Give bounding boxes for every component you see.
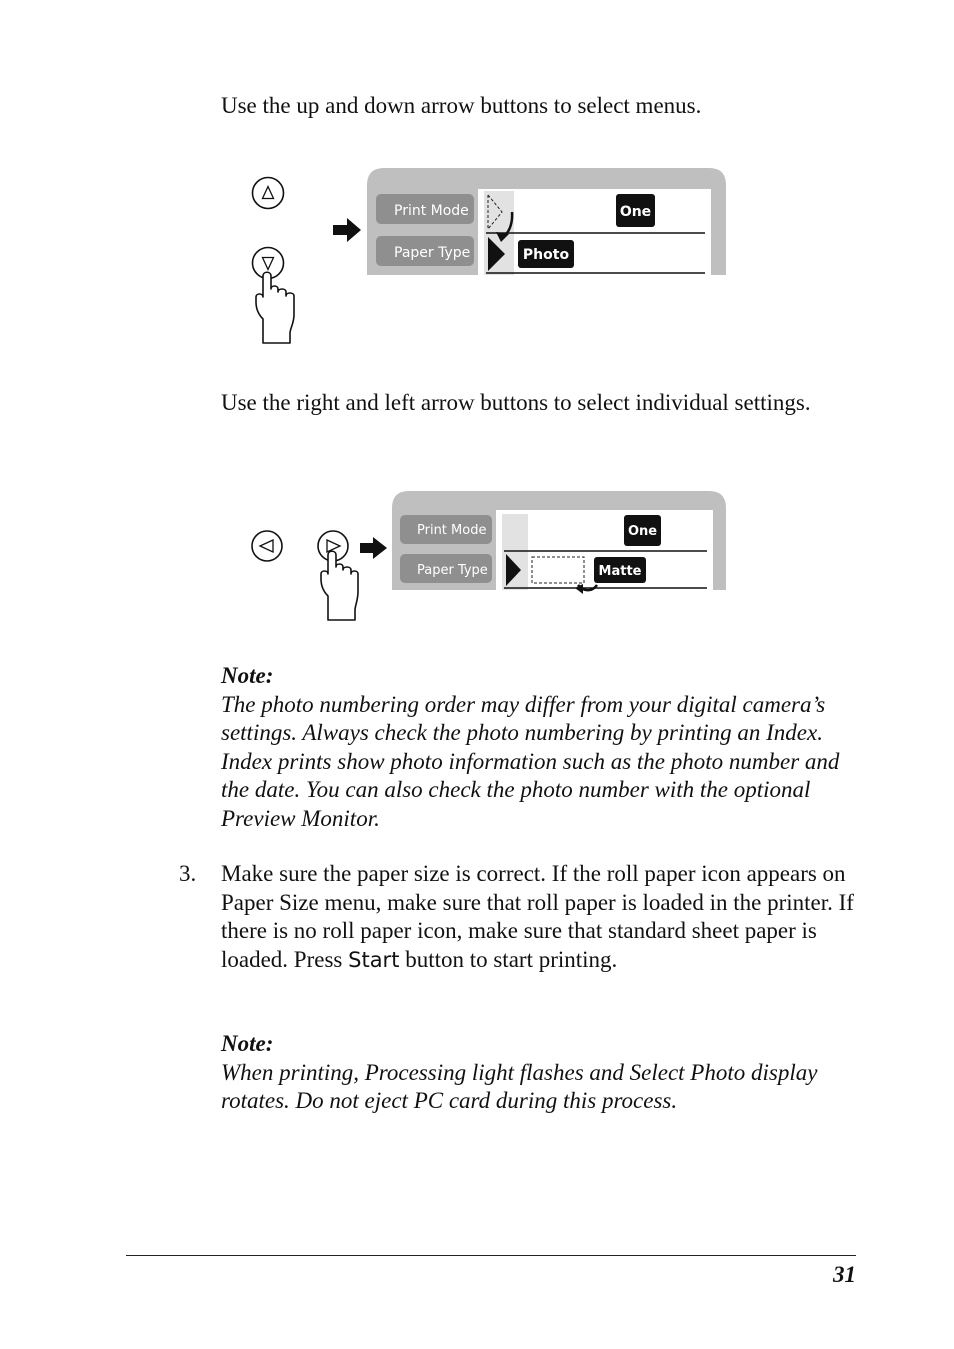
note-body: When printing, Processing light flashes and Select Photo display rotates. Do not eject PC card during this process.: [221, 1059, 818, 1113]
value-photo: Photo: [522, 247, 570, 263]
menu-paper-type: Paper Type: [417, 563, 488, 578]
step-text-before: Make sure the paper size is correct. If the roll paper icon appears on Paper Size menu, make sure that roll paper is loaded in the printer. If there is no roll paper icon, make sure that standard sheet paper is loaded. Press: [221, 861, 854, 972]
step-3-text: [221, 860, 861, 974]
note-1: [221, 662, 861, 833]
left-arrow-button-icon: [252, 531, 282, 561]
up-arrow-button-icon: [253, 178, 284, 209]
pointing-hand-icon: [321, 551, 358, 620]
figure-up-down: [240, 165, 740, 355]
value-one: One: [619, 204, 652, 220]
value-matte: Matte: [598, 564, 642, 579]
pointing-hand-icon: [256, 272, 294, 343]
note-2: [221, 1030, 861, 1116]
black-right-arrow-icon: [333, 218, 361, 242]
lcd-panel: [367, 168, 726, 275]
black-right-arrow-icon: [360, 537, 387, 559]
menu-print-mode: Print Mode: [394, 203, 469, 219]
lcd-panel: [392, 491, 726, 594]
instruction-up-down: Use the up and down arrow buttons to select menus.: [221, 93, 702, 118]
figure-left-right: [240, 488, 740, 633]
note-heading: Note:: [221, 1031, 274, 1056]
note-body: The photo numbering order may differ from your digital camera’s settings. Always check the photo numbering by printing an Index. Index prints show photo information such as the photo number and the date. You can also check the photo number with the optional Preview Monitor.: [221, 691, 840, 831]
note-heading: Note:: [221, 663, 274, 688]
step-number: 3.: [179, 861, 197, 886]
value-one: One: [627, 524, 658, 539]
menu-paper-type: Paper Type: [394, 245, 471, 261]
footer-rule: [126, 1255, 856, 1256]
start-button-label: Start: [348, 947, 400, 972]
step-text-after: button to start printing.: [399, 946, 618, 972]
menu-print-mode: Print Mode: [417, 523, 487, 538]
page-number: 31: [833, 1262, 856, 1287]
instruction-left-right: Use the right and left arrow buttons to select individual settings.: [221, 390, 811, 415]
